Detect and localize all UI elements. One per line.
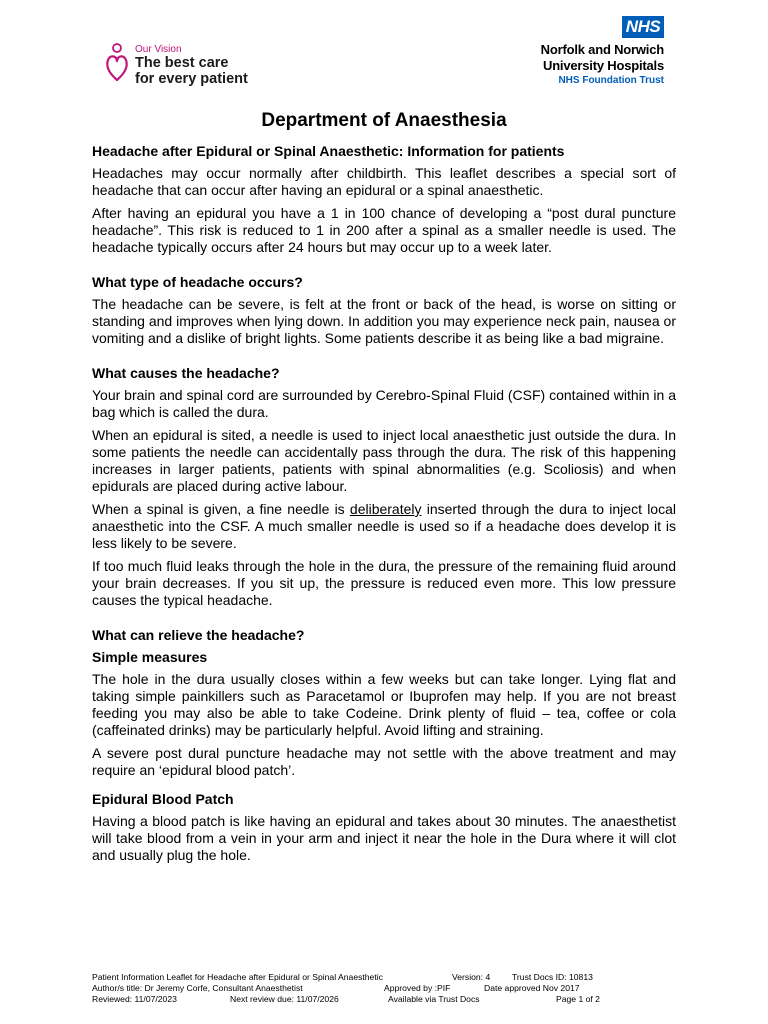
relieve-paragraph-2: A severe post dural puncture headache may not settle with the above treatment and may require an ‘epidural blood patch’. (92, 745, 676, 778)
footer-trust-docs-id: Trust Docs ID: 10813 (512, 972, 593, 982)
page-title: Department of Anaesthesia (261, 110, 507, 131)
section-heading-type: What type of headache occurs? (92, 274, 303, 290)
trust-name-line-3: NHS Foundation Trust (558, 75, 664, 86)
vision-label: Our Vision (135, 44, 182, 55)
trust-name-line-2: University Hospitals (543, 58, 664, 73)
intro-paragraph-1: Headaches may occur normally after childbirth. This leaflet describes a special sort of headache that can occur after having an epidural or a spinal anaesthetic. (92, 165, 676, 198)
vision-line-2: for every patient (135, 71, 248, 87)
footer-next-review: Next review due: 11/07/2026 (230, 994, 339, 1004)
footer-reviewed: Reviewed: 11/07/2023 (92, 994, 177, 1004)
section-heading-relieve: What can relieve the headache? (92, 627, 305, 643)
footer-author: Author/s title: Dr Jeremy Corfe, Consultant Anaesthetist (92, 983, 303, 993)
relieve-paragraph-1: The hole in the dura usually closes within a few weeks but can take longer. Lying flat and taking simple painkillers such as Paracetamol or Ibuprofen may help. If you are not breast feeding you may also be able to take Codeine. Drink plenty of fluid – tea, coffee or cola (caffeinated drinks) may be particularly helpful. Avoid lifting and straining. (92, 671, 676, 738)
heart-person-icon (106, 42, 128, 84)
footer-page-number: Page 1 of 2 (556, 994, 600, 1004)
section-heading-causes: What causes the headache? (92, 365, 280, 381)
nhs-badge: NHS (622, 16, 664, 38)
deliberately-underlined: deliberately (349, 501, 422, 517)
leaflet-subtitle: Headache after Epidural or Spinal Anaesthetic: Information for patients (92, 143, 565, 159)
footer-version: Version: 4 (452, 972, 491, 982)
causes-paragraph-2: When an epidural is sited, a needle is used to inject local anaesthetic just outside the dura. In some patients the needle can accidentally pass through the dura. The risk of this happening increases in larger patients, patients with spinal abnormalities (e.g. Scoliosis) and when epidurals are placed during active labour. (92, 427, 676, 494)
footer-available: Available via Trust Docs (388, 994, 480, 1004)
causes-p3-end: inserted through the dura to inject local anaesthetic into the CSF. A much smaller needle is used so if a headache does develop it is less likely to be severe. (92, 501, 676, 551)
trust-name-line-1: Norfolk and Norwich (540, 42, 664, 57)
footer-leaflet-title: Patient Information Leaflet for Headache after Epidural or Spinal Anaesthetic (92, 972, 383, 982)
causes-paragraph-4: If too much fluid leaks through the hole in the dura, the pressure of the remaining fluid around your brain decreases. If you sit up, the pressure is reduced even more. This low pressure causes the typical headache. (92, 558, 676, 608)
vision-line-1: The best care (135, 55, 229, 71)
footer-date-approved: Date approved Nov 2017 (484, 983, 580, 993)
causes-paragraph-3 (92, 501, 676, 552)
simple-measures-heading: Simple measures (92, 649, 208, 665)
document-footer (92, 972, 612, 1005)
causes-paragraph-1: Your brain and spinal cord are surrounded by Cerebro-Spinal Fluid (CSF) contained within in a bag which is called the dura. (92, 387, 676, 420)
intro-paragraph-2: After having an epidural you have a 1 in 100 chance of developing a “post dural puncture headache”. This risk is reduced to 1 in 200 after a spinal as a smaller needle is used. The headache typically occurs after 24 hours but may occur up to a week later. (92, 205, 676, 255)
leaflet-body (92, 110, 676, 870)
causes-p3-start: When a spinal is given, a fine needle is (92, 501, 350, 517)
our-vision-logo (106, 42, 266, 86)
type-paragraph: The headache can be severe, is felt at the front or back of the head, is worse on sitting or standing and improves when lying down. In addition you may experience neck pain, nausea or vomiting and a dislike of bright lights. Some patients describe it as being like a bad migraine. (92, 296, 676, 346)
blood-patch-paragraph: Having a blood patch is like having an epidural and takes about 30 minutes. The anaesthetist will take blood from a vein in your arm and inject it near the hole in the Dura where it will clot and usually plug the hole. (92, 813, 676, 863)
nhs-trust-logo (494, 16, 664, 90)
footer-approved-by: Approved by :PIF (384, 983, 451, 993)
blood-patch-heading: Epidural Blood Patch (92, 791, 234, 807)
